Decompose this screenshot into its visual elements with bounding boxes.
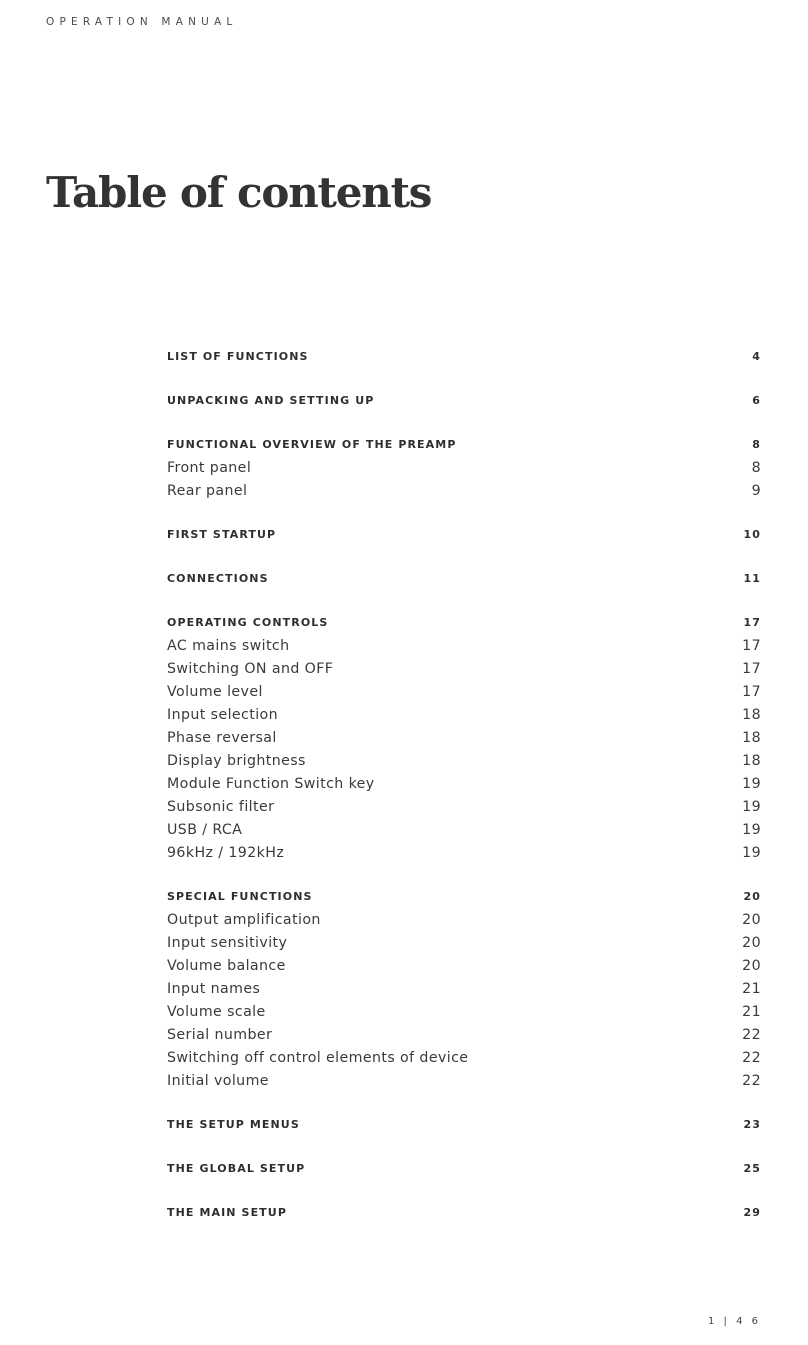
page-number: 1 | 4 6 [708, 1316, 761, 1327]
page-title: Table of contents [46, 168, 432, 217]
toc-entry[interactable] [167, 456, 761, 479]
toc-section-title: SPECIAL FUNCTIONS [167, 890, 313, 903]
toc-entry-label: Switching off control elements of device [167, 1049, 469, 1066]
toc-entry-page: 20 [742, 934, 761, 951]
toc-section-title: LIST OF FUNCTIONS [167, 350, 309, 363]
toc-section-title: CONNECTIONS [167, 572, 269, 585]
toc-entry-page: 19 [742, 798, 761, 815]
toc-section-page: 25 [743, 1162, 761, 1175]
toc-section-page: 17 [743, 616, 761, 629]
toc-section-heading[interactable] [167, 611, 761, 634]
toc-entry[interactable] [167, 931, 761, 954]
toc-section [167, 611, 761, 864]
toc-entry[interactable] [167, 479, 761, 502]
toc-section [167, 389, 761, 412]
toc-entry-page: 18 [742, 752, 761, 769]
toc-section-heading[interactable] [167, 567, 761, 590]
toc-entry[interactable] [167, 726, 761, 749]
toc-entry-page: 17 [742, 683, 761, 700]
toc-entry-label: Input names [167, 980, 261, 997]
toc-entry[interactable] [167, 818, 761, 841]
toc-entry[interactable] [167, 908, 761, 931]
toc-entry[interactable] [167, 954, 761, 977]
toc-entry-label: Volume balance [167, 957, 286, 974]
toc-entry[interactable] [167, 703, 761, 726]
toc-entry-page: 17 [742, 660, 761, 677]
toc-entry[interactable] [167, 795, 761, 818]
toc-entry[interactable] [167, 1000, 761, 1023]
toc-section-page: 6 [752, 394, 761, 407]
toc-entry-page: 21 [742, 1003, 761, 1020]
toc-section-heading[interactable] [167, 1157, 761, 1180]
toc-entry[interactable] [167, 749, 761, 772]
toc-section [167, 523, 761, 546]
toc-entry-label: Input sensitivity [167, 934, 288, 951]
toc-entry[interactable] [167, 977, 761, 1000]
toc-section-heading[interactable] [167, 345, 761, 368]
toc-section-title: FIRST STARTUP [167, 528, 277, 541]
toc-entry-label: Module Function Switch key [167, 775, 375, 792]
toc-section [167, 1201, 761, 1224]
toc-entry-label: AC mains switch [167, 637, 290, 654]
toc-entry-page: 19 [742, 844, 761, 861]
toc-entry[interactable] [167, 634, 761, 657]
toc-section-heading[interactable] [167, 1113, 761, 1136]
toc-entry-label: Subsonic filter [167, 798, 275, 815]
toc-section-page: 8 [752, 438, 761, 451]
toc-section-title: UNPACKING AND SETTING UP [167, 394, 375, 407]
toc-entry-label: USB / RCA [167, 821, 243, 838]
toc-entry-label: Front panel [167, 459, 252, 476]
toc-section-page: 11 [743, 572, 761, 585]
toc-entry-label: Switching ON and OFF [167, 660, 334, 677]
toc-entry-page: 21 [742, 980, 761, 997]
toc-section-title: FUNCTIONAL OVERVIEW OF THE PREAMP [167, 438, 457, 451]
toc-entry[interactable] [167, 1069, 761, 1092]
toc-section-page: 4 [752, 350, 761, 363]
toc-entry-label: Volume level [167, 683, 263, 700]
toc-section-title: THE GLOBAL SETUP [167, 1162, 306, 1175]
toc-section-heading[interactable] [167, 1201, 761, 1224]
toc-entry-label: Display brightness [167, 752, 306, 769]
toc-section [167, 433, 761, 502]
toc-entry-page: 22 [742, 1072, 761, 1089]
toc-section-page: 10 [743, 528, 761, 541]
running-header: OPERATION MANUAL [46, 16, 238, 28]
toc-entry[interactable] [167, 772, 761, 795]
toc-entry-page: 8 [751, 459, 761, 476]
toc-section-page: 20 [743, 890, 761, 903]
toc-entry-page: 17 [742, 637, 761, 654]
toc-entry[interactable] [167, 1046, 761, 1069]
toc-entry-label: Phase reversal [167, 729, 277, 746]
toc-entry-label: Volume scale [167, 1003, 266, 1020]
toc-section-heading[interactable] [167, 523, 761, 546]
table-of-contents [167, 345, 761, 1224]
toc-entry-label: Initial volume [167, 1072, 269, 1089]
toc-section-title: THE SETUP MENUS [167, 1118, 300, 1131]
toc-entry-page: 22 [742, 1026, 761, 1043]
toc-entry-page: 18 [742, 729, 761, 746]
toc-entry-page: 19 [742, 775, 761, 792]
toc-entry-page: 20 [742, 911, 761, 928]
toc-entry-label: 96kHz / 192kHz [167, 844, 285, 861]
toc-entry-label: Output amplification [167, 911, 321, 928]
toc-section [167, 1113, 761, 1136]
toc-entry[interactable] [167, 657, 761, 680]
toc-entry-page: 18 [742, 706, 761, 723]
toc-section [167, 1157, 761, 1180]
toc-entry-page: 19 [742, 821, 761, 838]
toc-section-title: OPERATING CONTROLS [167, 616, 329, 629]
toc-entry-page: 9 [751, 482, 761, 499]
toc-section [167, 345, 761, 368]
toc-entry[interactable] [167, 841, 761, 864]
toc-section [167, 567, 761, 590]
toc-entry[interactable] [167, 680, 761, 703]
toc-section-page: 23 [743, 1118, 761, 1131]
toc-section-heading[interactable] [167, 433, 761, 456]
toc-entry-label: Rear panel [167, 482, 248, 499]
toc-section [167, 885, 761, 1092]
toc-entry[interactable] [167, 1023, 761, 1046]
toc-section-heading[interactable] [167, 389, 761, 412]
toc-section-heading[interactable] [167, 885, 761, 908]
toc-entry-page: 20 [742, 957, 761, 974]
toc-entry-label: Input selection [167, 706, 279, 723]
toc-entry-label: Serial number [167, 1026, 273, 1043]
toc-section-title: THE MAIN SETUP [167, 1206, 287, 1219]
toc-section-page: 29 [743, 1206, 761, 1219]
toc-entry-page: 22 [742, 1049, 761, 1066]
